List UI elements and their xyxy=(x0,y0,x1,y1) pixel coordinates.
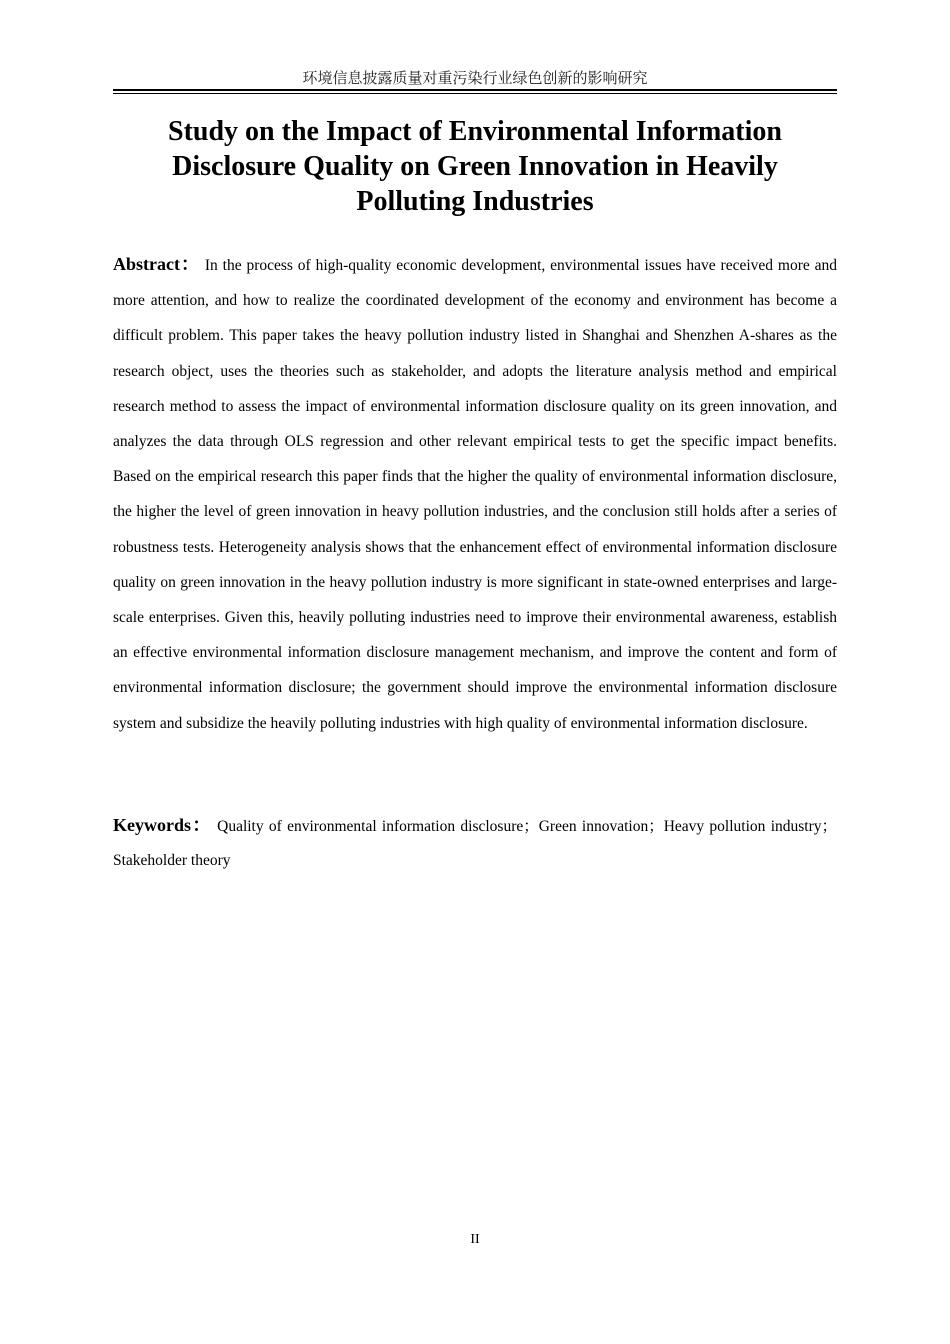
page-number: II xyxy=(470,1232,480,1247)
keywords-separator: ： xyxy=(191,815,212,835)
running-header: 环境信息披露质量对重污染行业绿色创新的影响研究 xyxy=(302,69,648,87)
abstract-paragraph xyxy=(113,247,837,741)
keywords-label: Keywords xyxy=(113,815,191,835)
abstract-separator: ： xyxy=(179,254,200,274)
abstract-label: Abstract xyxy=(113,254,180,274)
keywords-text: Quality of environmental information disclosure；Green innovation；Heavy pollution industry；Stakeholder theory xyxy=(113,818,838,869)
paper-title: Study on the Impact of Environmental Information Disclosure Quality on Green Innovation in Heavily Polluting Industries xyxy=(168,116,782,217)
abstract-text: In the process of high-quality economic development, environmental issues have received more and more attention, and how to realize the coordinated development of the economy and environment has become a difficult problem. This paper takes the heavy pollution industry listed in Shanghai and Shenzhen A-shares as the research object, uses the theories such as stakeholder, and adopts the literature analysis method and empirical research method to assess the impact of environmental information disclosure quality on its green innovation, and analyzes the data through OLS regression and other relevant empirical tests to get the specific impact benefits. Based on the empirical research this paper finds that the higher the quality of environmental information disclosure, the higher the level of green innovation in heavy pollution industries, and the conclusion still holds after a series of robustness tests. Heterogeneity analysis shows that the enhancement effect of environmental information disclosure quality on green innovation in the heavy pollution industry is more significant in state-owned enterprises and large-scale enterprises. Given this, heavily polluting industries need to improve their environmental awareness, establish an effective environmental information disclosure management mechanism, and improve the content and form of environmental information disclosure; the government should improve the environmental information disclosure system and subsidize the heavily polluting industries with high quality of environmental information disclosure. xyxy=(113,257,838,732)
header-rule xyxy=(113,89,837,94)
keywords-paragraph xyxy=(113,808,837,878)
